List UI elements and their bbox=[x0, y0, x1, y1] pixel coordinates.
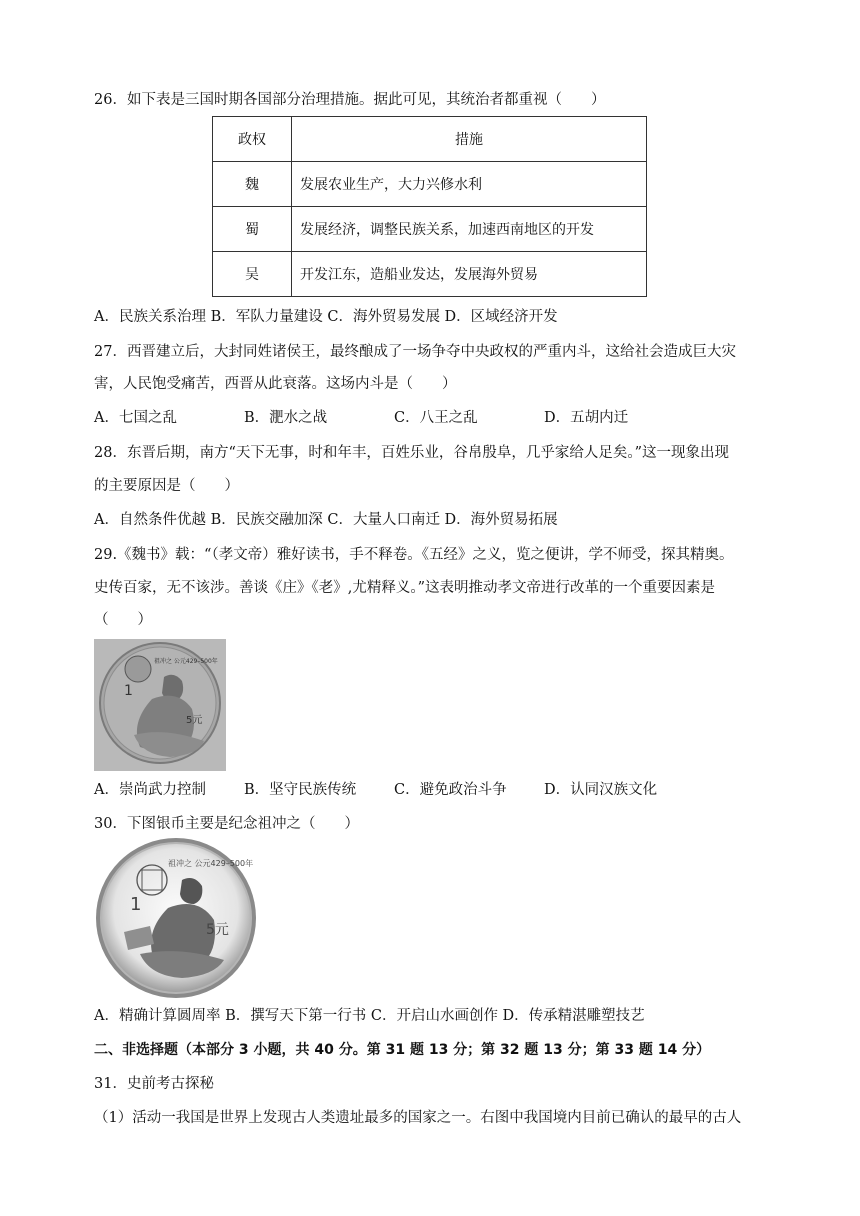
table-cell-measures: 发展农业生产，大力兴修水利 bbox=[292, 162, 647, 207]
q29-stem-line1: 29.《魏书》载：“（孝文帝）雅好读书，手不释卷。《五经》之义，览之便讲，学不师受，探其精奥。 bbox=[94, 547, 734, 563]
q27-option-d: D．五胡内迁 bbox=[544, 410, 629, 426]
q26-options: A．民族关系治理 B．军队力量建设 C．海外贸易发展 D．区域经济开发 bbox=[94, 309, 558, 325]
coin-photo-gray bbox=[94, 639, 226, 771]
coin-denomination: 5元 bbox=[186, 715, 203, 726]
coin-photo-silver bbox=[94, 836, 258, 1000]
q31-title: 31．史前考古探秘 bbox=[94, 1076, 214, 1092]
q28-options: A．自然条件优越 B．民族交融加深 C．大量人口南迁 D．海外贸易拓展 bbox=[94, 512, 558, 528]
q27-option-b: B．淝水之战 bbox=[244, 410, 328, 426]
coin-inscription: 祖冲之 公元429–500年 bbox=[154, 658, 218, 665]
table-cell-regime: 蜀 bbox=[213, 207, 292, 252]
q29-stem-line2: 史传百家，无不该涉。善谈《庄》《老》,尤精释义。”这表明推动孝文帝进行改革的一个重要因素是 bbox=[94, 580, 716, 596]
q28-stem-line2: 的主要原因是（ ） bbox=[94, 478, 239, 494]
table-cell-regime: 吴 bbox=[213, 252, 292, 297]
table-row bbox=[213, 207, 647, 252]
q26-stem: 26．如下表是三国时期各国部分治理措施。据此可见，其统治者都重视（ ） bbox=[94, 92, 606, 108]
q27-option-c: C．八王之乱 bbox=[394, 410, 478, 426]
table-row bbox=[213, 252, 647, 297]
coin-digit: 1 bbox=[130, 894, 142, 915]
q31-part1: （1）活动一我国是世界上发现古人类遗址最多的国家之一。右图中我国境内目前已确认的最早的古人 bbox=[94, 1110, 742, 1126]
q27-stem-line1: 27．西晋建立后，大封同姓诸侯王，最终酿成了一场争夺中央政权的严重内斗，这给社会造成巨大灾 bbox=[94, 344, 736, 360]
coin-denomination: 5元 bbox=[206, 922, 229, 938]
q29-option-a: A．崇尚武力控制 bbox=[94, 782, 206, 798]
q30-stem: 30．下图银币主要是纪念祖冲之（ ） bbox=[94, 816, 359, 832]
table-header-measures: 措施 bbox=[292, 117, 647, 162]
table-row bbox=[213, 162, 647, 207]
table-cell-regime: 魏 bbox=[213, 162, 292, 207]
q29-stem-line3: （ ） bbox=[94, 612, 152, 628]
q27-stem-line2: 害，人民饱受痛苦，西晋从此衰落。这场内斗是（ ） bbox=[94, 376, 457, 392]
table-cell-measures: 开发江东，造船业发达，发展海外贸易 bbox=[292, 252, 647, 297]
q30-options: A．精确计算圆周率 B．撰写天下第一行书 C．开启山水画创作 D．传承精湛雕塑技艺 bbox=[94, 1008, 645, 1024]
q29-option-d: D．认同汉族文化 bbox=[544, 782, 658, 798]
section2-heading: 二、非选择题（本部分 3 小题，共 40 分。第 31 题 13 分；第 32 题 13 分；第 33 题 14 分） bbox=[94, 1042, 711, 1058]
governance-table bbox=[212, 116, 647, 297]
coin-digit: 1 bbox=[124, 683, 133, 699]
table-header-row bbox=[213, 117, 647, 162]
table-cell-measures: 发展经济，调整民族关系，加速西南地区的开发 bbox=[292, 207, 647, 252]
q28-stem-line1: 28．东晋后期，南方“天下无事，时和年丰，百姓乐业，谷帛殷阜，几乎家给人足矣。”这一现象出现 bbox=[94, 445, 730, 461]
coin-inscription: 祖冲之 公元429–500年 bbox=[168, 859, 254, 868]
q29-option-b: B．坚守民族传统 bbox=[244, 782, 357, 798]
q27-option-a: A．七国之乱 bbox=[94, 410, 177, 426]
table-header-regime: 政权 bbox=[213, 117, 292, 162]
q29-option-c: C．避免政治斗争 bbox=[394, 782, 507, 798]
